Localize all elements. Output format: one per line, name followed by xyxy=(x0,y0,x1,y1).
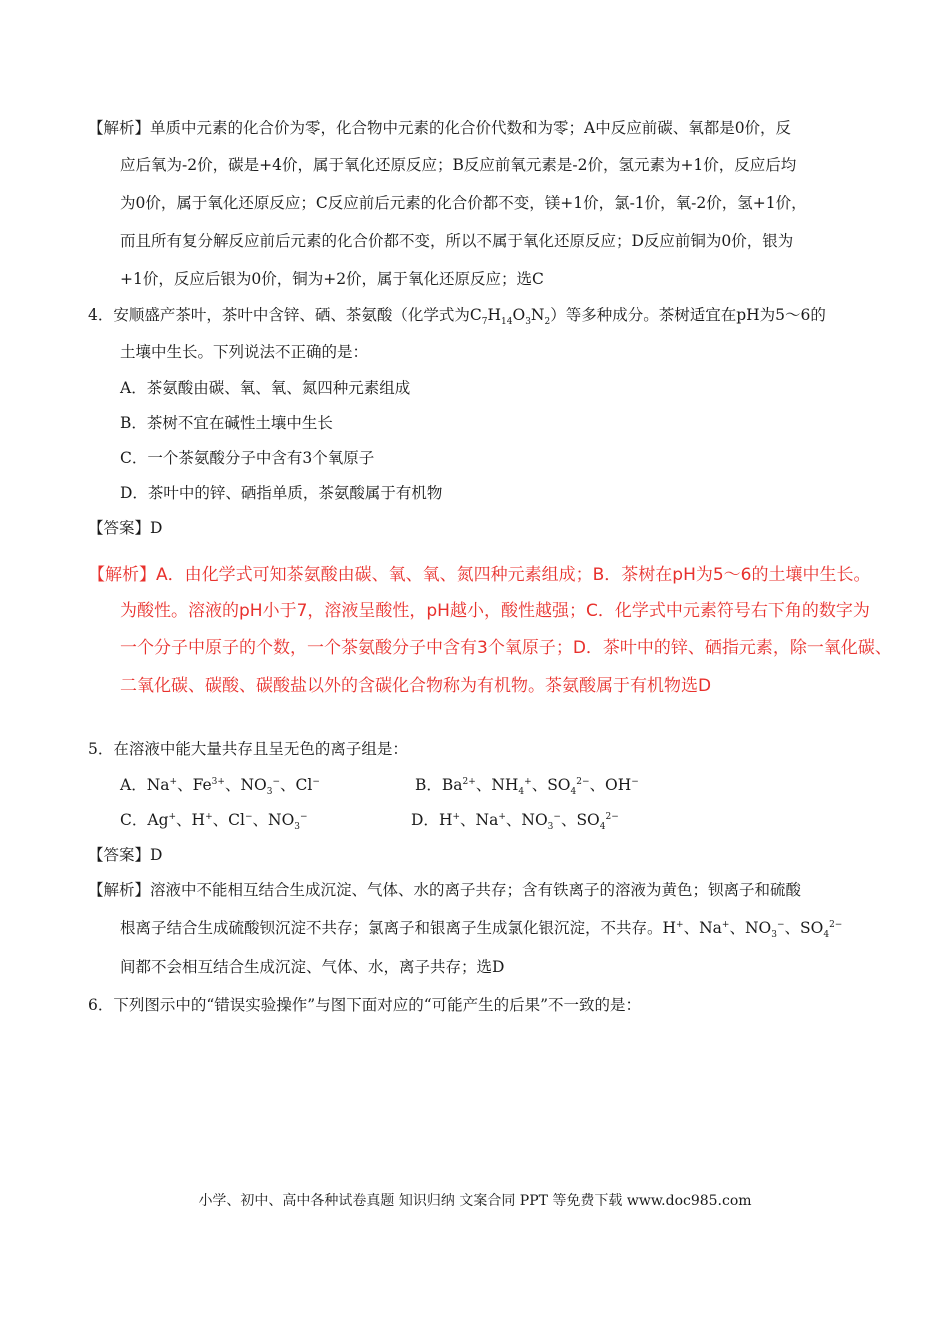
q5-answer: 【答案】D xyxy=(88,846,163,864)
q5-option-a: A．Na+、$Fe^{3+}$、$NO_3^-$、Cl− xyxy=(120,776,320,798)
q6-stem: 6．下列图示中的“错误实验操作”与图下面对应的“可能产生的后果”不一致的是： xyxy=(88,996,642,1014)
q3-analysis-line-5: +1价，反应后银为0价，铜为+2价，属于氧化还原反应；选C xyxy=(120,270,544,288)
q5-analysis-line-1: 【解析】溶液中不能相互结合生成沉淀、气体、水的离子共存；含有铁离子的溶液为黄色；钡离子和硫酸 xyxy=(88,881,802,899)
q4-analysis-line-3: 一个分子中原子的个数，一个茶氨酸分子中含有3个氧原子；D．茶叶中的锌、硒指元素，除一氧化碳、 xyxy=(120,638,892,658)
q3-analysis-line-3: 为0价，属于氧化还原反应；C反应前后元素的化合价都不变，镁+1价，氯-1价，氧-2价，氢+1价， xyxy=(120,194,807,212)
q4-option-c: C．一个茶氨酸分子中含有3个氧原子 xyxy=(120,449,375,467)
q4-answer: 【答案】D xyxy=(88,519,163,537)
q4-analysis-line-1: 【解析】A．由化学式可知茶氨酸由碳、氧、氧、氮四种元素组成；B．茶树在pH为5～6的土壤中生长。 xyxy=(88,565,871,585)
q5-option-c: C．Ag+、H+、Cl−、$NO_3^-$ xyxy=(120,811,308,833)
q4-stem-line-1: 4．安顺盛产茶叶，茶叶中含锌、硒、茶氨酸（化学式为$C_7H_{14}O_3N_2$）等多种成分。茶树适宜在pH为5～6的 xyxy=(88,306,826,328)
q4-stem-line-2: 土壤中生长。下列说法不正确的是： xyxy=(120,343,369,361)
q5-analysis-line-3: 间都不会相互结合生成沉淀、气体、水，离子共存；选D xyxy=(120,958,505,976)
q5-option-d: D．H+、Na+、$NO_3^-$、$SO_4^{2-}$ xyxy=(411,811,619,833)
q4-analysis-line-2: 为酸性。溶液的pH小于7，溶液呈酸性，pH越小，酸性越强；C．化学式中元素符号右下角的数字为 xyxy=(120,601,870,621)
q4-analysis-line-4: 二氧化碳、碳酸、碳酸盐以外的含碳化合物称为有机物。茶氨酸属于有机物选D xyxy=(120,676,712,696)
q5-option-b: B．$Ba^{2+}$、$NH_4^+$、$SO_4^{2-}$、OH− xyxy=(415,776,639,798)
q3-analysis-line-4: 而且所有复分解反应前后元素的化合价都不变，所以不属于氧化还原反应；D反应前铜为0价，银为 xyxy=(120,232,794,250)
q5-stem: 5．在溶液中能大量共存且呈无色的离子组是： xyxy=(88,740,408,758)
q3-analysis-line-1: 【解析】单质中元素的化合价为零，化合物中元素的化合价代数和为零；A中反应前碳、氧都是0价，反 xyxy=(88,119,792,137)
page-footer: 小学、初中、高中各种试卷真题 知识归纳 文案合同 PPT 等免费下载 www.doc985.com xyxy=(198,1193,752,1209)
q4-option-a: A．茶氨酸由碳、氧、氧、氮四种元素组成 xyxy=(120,379,411,397)
theanine-formula: $C_7H_{14}O_3N_2$ xyxy=(469,306,551,328)
q3-analysis-line-2: 应后氧为-2价，碳是+4价，属于氧化还原反应；B反应前氧元素是-2价，氢元素为+1价，反应后均 xyxy=(120,156,797,174)
q4-option-b: B．茶树不宜在碱性土壤中生长 xyxy=(120,414,333,432)
q5-analysis-line-2: 根离子结合生成硫酸钡沉淀不共存；氯离子和银离子生成氯化银沉淀，不共存。H+、Na+、$NO_3^-$、$SO_4^{2-}$ xyxy=(120,919,843,941)
q4-option-d: D．茶叶中的锌、硒指单质，茶氨酸属于有机物 xyxy=(120,484,443,502)
